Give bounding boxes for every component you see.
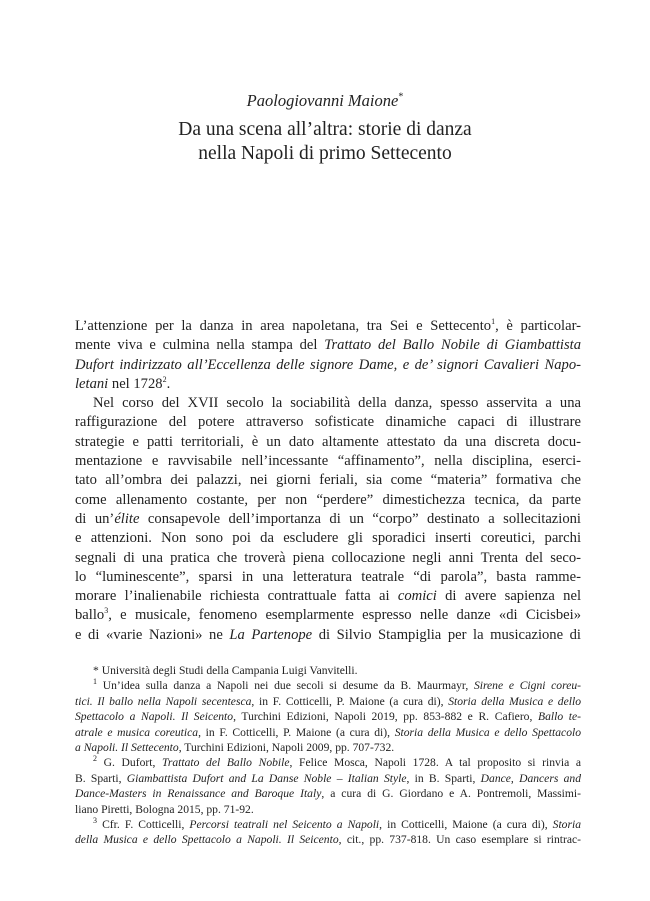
title-line-2: nella Napoli di primo Settecento: [198, 143, 452, 164]
author-name: Paologiovanni Maione*: [246, 91, 404, 110]
footnote-number: 1: [93, 677, 97, 687]
text-line: Nel corso del XVII secolo la sociabilità della danza, spesso asservita a una: [93, 395, 581, 412]
text-line: letani nel 1728$^2$.: [75, 375, 171, 392]
footnote-line: $^3$ Cfr. F. Cotticelli, Percorsi teatrali nel Seicento a Napoli, in Cotticelli, Maione (a cura di), Storia: [93, 816, 582, 831]
article-title: [0, 118, 650, 166]
footnote-line: della Musica e dello Spettacolo a Napoli. Il Seicento, cit., pp. 737-818. Un caso esemplare si rintrac-: [75, 833, 581, 847]
paragraph-1: [75, 317, 581, 394]
text-line: lo “luminescente”, sparsi in una letteratura teatrale “di parola”, basta ramme-: [75, 568, 581, 585]
footnote-3: [75, 817, 581, 848]
footnote-line: Spettacolo a Napoli. Il Seicento, Turchini Edizioni, Napoli 2019, pp. 853-882 e R. Cafiero, Ballo te-: [75, 710, 581, 724]
text-line: e di «varie Nazioni» ne La Partenope di Silvio Stampiglia per la musicazione di: [75, 626, 581, 643]
text-line: tato all’ombra dei palazzi, nei giorni feriali, sia come “materia” formativa che: [75, 472, 581, 489]
footnote-line: liano Piretti, Bologna 2015, pp. 71-92.: [75, 802, 254, 816]
text-line: come allenamento costante, per non “perdere” dimestichezza tecnica, da parte: [75, 491, 581, 508]
text-line: mentazione e ravvisabile nell’incessante “affinamento”, nella disciplina, eserci-: [75, 453, 581, 470]
footnote-line: Dance-Masters in Renaissance and Baroque Italy, a cura di G. Giordano e A. Pontremoli, Massimi-: [75, 787, 581, 801]
footnote-1: [75, 678, 581, 755]
footnote-number: 2: [93, 754, 97, 764]
text-line: L’attenzione per la danza in area napoletana, tra Sei e Settecento$^1$, è particolar-: [75, 317, 581, 334]
author-footnote-mark[interactable]: *: [398, 91, 404, 103]
footnote-ref-3[interactable]: 3: [104, 606, 109, 616]
footnotes: [75, 663, 581, 848]
footnote-number: 3: [93, 816, 97, 826]
text-line: strategie e patti territoriali, è un dato altamente attestato da una discreta docu-: [75, 433, 581, 450]
text-line: morare l’inalienabile richiesta contrattuale fatta ai comici di avere sapienza nel: [75, 588, 582, 605]
footnote-line: atrale e musica coreutica, in F. Cotticelli, P. Maione (a cura di), Storia della Musica e dello Spettacolo: [75, 725, 582, 739]
text-line: di un’élite consapevole dell’importanza di un “corpo” destinato a sollecitazioni: [75, 510, 581, 527]
footnote-ref-1[interactable]: 1: [491, 317, 496, 327]
paragraph-2: [75, 394, 581, 645]
footnote-line: tici. Il ballo nella Napoli secentesca, in F. Cotticelli, P. Maione (a cura di), Storia della Musica e dello: [75, 694, 581, 708]
footnote-line: a Napoli. Il Settecento, Turchini Edizioni, Napoli 2009, pp. 707-732.: [75, 740, 395, 754]
text-line: mente viva e culmina nella stampa del Trattato del Ballo Nobile di Giambattista: [75, 337, 582, 354]
text-line: e attenzioni. Non sono poi da escludere gli sporadici inserti coreutici, parchi: [75, 530, 581, 547]
text-line: ballo$^3$, e musicale, fenomeno esemplarmente espresso nelle danze «di Cicisbei»: [75, 606, 581, 624]
text-line: segnali di una pratica che troverà piena collocazione negli anni Trenta del seco-: [75, 549, 581, 566]
body-text: [75, 317, 581, 645]
footnote-ref-2[interactable]: 2: [162, 375, 167, 385]
footnote-line: B. Sparti, Giambattista Dufort and La Danse Noble – Italian Style, in B. Sparti, Dance, Dancers and: [75, 771, 581, 785]
footnote-affiliation: * Università degli Studi della Campania Luigi Vanvitelli.: [93, 664, 358, 677]
footnote-2: [75, 755, 581, 817]
text-line: Dufort indirizzato all’Eccellenza delle signore Dame, e de’ signori Cavalieri Napo-: [75, 356, 581, 373]
footnote-line: $^2$ G. Dufort, Trattato del Ballo Nobile, Felice Mosca, Napoli 1728. A tal proposito si rinvia a: [93, 754, 581, 770]
footnote-line: $^1$ Un’idea sulla danza a Napoli nei due secoli si desume da B. Maurmayr, Sirene e Cigni coreu-: [93, 677, 581, 693]
text-line: raffigurazione del potere attraverso sofisticate dinamiche capaci di illustrare: [75, 414, 581, 431]
title-line-1: Da una scena all’altra: storie di danza: [178, 119, 472, 140]
